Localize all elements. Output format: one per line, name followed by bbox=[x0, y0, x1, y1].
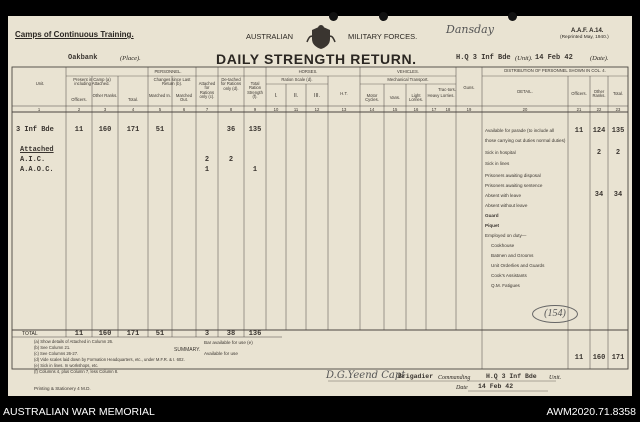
punch-hole bbox=[508, 12, 517, 21]
commanding-label: Commanding bbox=[438, 375, 471, 381]
col-number: 17 bbox=[431, 106, 437, 112]
header-dist-total: Total. bbox=[612, 91, 623, 96]
col-number: 1 bbox=[37, 106, 41, 112]
col-number: 7 bbox=[205, 106, 209, 112]
header-present-in-camp: Present in Camp (a) including Attached. bbox=[73, 77, 111, 87]
header-horse-i: I. bbox=[274, 93, 278, 99]
header-dist-other-ranks: Other Ranks. bbox=[592, 89, 606, 99]
header-vans: Vans. bbox=[389, 95, 401, 100]
dist-total-officers: 11 bbox=[574, 354, 584, 362]
header-vehicles: VEHICLES. bbox=[397, 69, 419, 74]
header-motor-cycles: Motor Cycles. bbox=[365, 93, 379, 103]
header-ht: H.T. bbox=[340, 91, 348, 96]
place-value: Oakbank bbox=[68, 54, 98, 62]
col-number: 8 bbox=[229, 106, 233, 112]
distribution-line: Piquet bbox=[485, 223, 500, 228]
distribution-line: Unit Orderlies and Guards bbox=[491, 263, 545, 268]
header-total: Total. bbox=[127, 97, 138, 102]
dist-total-total: 171 bbox=[611, 354, 625, 362]
distribution-line: Q.M. Fatigues bbox=[491, 283, 520, 288]
australian-label: AUSTRALIAN bbox=[246, 32, 294, 41]
distribution-line: Sick in hospital bbox=[485, 150, 516, 155]
header-horse-ii: II. bbox=[293, 93, 299, 99]
distribution-line: Cook's Assistants bbox=[491, 273, 527, 278]
summary-line: Bar available for use (e) bbox=[204, 340, 253, 345]
signoff-date: 14 Feb 42 bbox=[478, 383, 514, 390]
header-horse-iii: III. bbox=[313, 93, 321, 99]
signoff-rules bbox=[8, 16, 632, 396]
col-number: 11 bbox=[293, 106, 299, 112]
form-number: A.A.F. A.14. bbox=[571, 28, 604, 34]
distribution-line: Available for parade (to include all bbox=[485, 128, 555, 133]
col-number: 21 bbox=[576, 106, 582, 112]
header-marched-in: Marched In. bbox=[148, 93, 172, 98]
distribution-line: Prisoners awaiting disposal bbox=[485, 173, 541, 178]
col-number: 12 bbox=[314, 106, 320, 112]
date-label: (Date). bbox=[590, 55, 609, 62]
header-detail: DETAIL. bbox=[517, 89, 533, 94]
col-number: 3 bbox=[103, 106, 107, 112]
col-number: 14 bbox=[369, 106, 375, 112]
punch-hole bbox=[329, 12, 338, 21]
top-signature: Dansday bbox=[446, 23, 494, 36]
header-light-lorries: Light Lorries. bbox=[409, 93, 423, 103]
cell-ration-strength: 135 bbox=[248, 126, 262, 134]
header-detached-rations: De-tached for Rations only (d). bbox=[220, 77, 242, 91]
dist-hospital-total: 2 bbox=[615, 149, 621, 157]
unit-value: H.Q 3 Inf Bde bbox=[456, 54, 511, 62]
distribution-line: Absent without leave bbox=[485, 203, 528, 208]
camps-title: Camps of Continuous Training. bbox=[15, 30, 134, 39]
header-ration-scale: Ration Scale (d). bbox=[281, 77, 313, 82]
dist-hospital-other-ranks: 2 bbox=[596, 149, 602, 157]
header-guns: Guns. bbox=[463, 85, 475, 90]
footnote: (a) Show details of Attached in Column 26. bbox=[34, 339, 114, 344]
dist-total-other-ranks: 160 bbox=[592, 354, 606, 362]
col-number: 4 bbox=[131, 106, 135, 112]
footnote: (b) See Column 21. bbox=[34, 345, 71, 350]
total-other-ranks: 160 bbox=[98, 330, 112, 338]
unit-name: 3 Inf Bde bbox=[16, 126, 54, 134]
archive-caption-right: AWM2020.71.8358 bbox=[546, 406, 636, 418]
header-mech-transport: Mechanical Transport. bbox=[387, 77, 429, 82]
cell-ration-strength: 1 bbox=[252, 166, 258, 174]
header-officers: Officers. bbox=[71, 97, 87, 102]
cell-marched-in: 51 bbox=[155, 126, 165, 134]
footnote: (c) See Columns 26-27. bbox=[34, 351, 79, 356]
archive-caption-left: AUSTRALIAN WAR MEMORIAL bbox=[3, 406, 155, 418]
col-number: 20 bbox=[522, 106, 528, 112]
col-number: 15 bbox=[392, 106, 398, 112]
header-changes: Changes since Last Return (b). bbox=[153, 77, 191, 87]
header-tractors: Trac-tors. bbox=[438, 87, 456, 92]
header-units: Unit. bbox=[35, 81, 45, 86]
military-forces-label: MILITARY FORCES. bbox=[348, 32, 418, 41]
distribution-line: Absent with leave bbox=[485, 193, 522, 198]
printer-imprint: Printing & Stationery 4 M.D. bbox=[34, 386, 91, 391]
header-distribution: DISTRIBUTION OF PERSONNEL SHOWN IN COL. 4. bbox=[504, 68, 606, 73]
col-number: 5 bbox=[158, 106, 162, 112]
total-attached: 3 bbox=[204, 330, 210, 338]
col-number: 16 bbox=[413, 106, 419, 112]
dist-awl-other-ranks: 34 bbox=[594, 191, 604, 199]
col-number: 13 bbox=[341, 106, 347, 112]
commander-signature: D.G.Yeend Capt bbox=[326, 370, 406, 381]
place-label: (Place). bbox=[120, 55, 141, 62]
distribution-line: Cookhouse bbox=[491, 243, 515, 248]
dist-awl-total: 34 bbox=[613, 191, 623, 199]
col-number: 19 bbox=[466, 106, 472, 112]
unit-label: (Unit). bbox=[515, 55, 533, 62]
distribution-line: Sick in lines bbox=[485, 161, 510, 166]
cell-detached: 36 bbox=[226, 126, 236, 134]
footnote: (e) Sick in lines. In workshops, etc. bbox=[34, 363, 99, 368]
signoff-unit-label: Unit. bbox=[549, 375, 562, 381]
col-number: 23 bbox=[615, 106, 621, 112]
total-officers: 11 bbox=[74, 330, 84, 338]
distribution-line: Guard bbox=[485, 213, 499, 218]
unit-name: A.A.O.C. bbox=[20, 166, 54, 174]
header-marched-out: Marched Out. bbox=[175, 93, 193, 103]
punch-hole bbox=[379, 12, 388, 21]
total-marched-in: 51 bbox=[155, 330, 165, 338]
dist-available-other-ranks: 124 bbox=[592, 127, 606, 135]
cell-other-ranks: 160 bbox=[98, 126, 112, 134]
distribution-line: Employed on duty— bbox=[485, 233, 527, 238]
cell-detached: 2 bbox=[228, 156, 234, 164]
header-personnel: PERSONNEL. bbox=[154, 69, 182, 74]
total-detached: 38 bbox=[226, 330, 236, 338]
total-ration: 136 bbox=[248, 330, 262, 338]
stamp-number: (154) bbox=[532, 305, 578, 323]
dist-available-officers: 11 bbox=[574, 127, 584, 135]
distribution-line: those carrying out duties normal duties) bbox=[485, 138, 566, 143]
header-attached-rations: Attached for Rations only (c). bbox=[198, 81, 216, 100]
cell-officers: 11 bbox=[74, 126, 84, 134]
date-value: 14 Feb 42 bbox=[535, 54, 573, 62]
col-number: 10 bbox=[273, 106, 279, 112]
signoff-date-label: Date bbox=[456, 385, 468, 391]
unit-name: A.I.C. bbox=[20, 156, 46, 164]
distribution-line: Prisoners awaiting sentence bbox=[485, 183, 543, 188]
header-other-ranks: Other Ranks. bbox=[92, 93, 118, 98]
col-number: 9 bbox=[253, 106, 257, 112]
header-total-ration: Total Ration Strength (f). bbox=[247, 81, 263, 100]
commander-rank: Brigadier bbox=[398, 373, 434, 380]
col-number: 6 bbox=[182, 106, 186, 112]
cell-attached: 2 bbox=[204, 156, 210, 164]
distribution-line: Batmen and Grooms bbox=[491, 253, 534, 258]
header-horses: HORSES. bbox=[298, 69, 318, 74]
dist-available-total: 135 bbox=[611, 127, 625, 135]
attached-label: Attached bbox=[20, 146, 54, 154]
total-label: TOTAL bbox=[22, 330, 38, 337]
header-heavy-lorries: Heavy Lorries. bbox=[427, 93, 455, 98]
cell-total: 171 bbox=[126, 126, 140, 134]
header-dist-officers: Officers. bbox=[571, 91, 587, 96]
reprinted-note: (Reprinted May, 1940.) bbox=[560, 35, 609, 40]
total-total: 171 bbox=[126, 330, 140, 338]
summary-line: Available for use bbox=[204, 351, 238, 356]
cell-attached: 1 bbox=[204, 166, 210, 174]
signoff-unit: H.Q 3 Inf Bde bbox=[486, 373, 537, 380]
strength-return-form bbox=[8, 16, 632, 396]
footnote: (d) Vide scales laid down by Formation Headquarters, etc., under M.F.R. & I. 602. bbox=[34, 357, 185, 362]
summary-label: SUMMARY. bbox=[174, 347, 201, 353]
col-number: 18 bbox=[445, 106, 451, 112]
footnote: (f) Columns 4, plus Column 7, less Column 8. bbox=[34, 369, 119, 374]
form-title: DAILY STRENGTH RETURN. bbox=[216, 51, 417, 67]
col-number: 2 bbox=[77, 106, 81, 112]
col-number: 22 bbox=[596, 106, 602, 112]
